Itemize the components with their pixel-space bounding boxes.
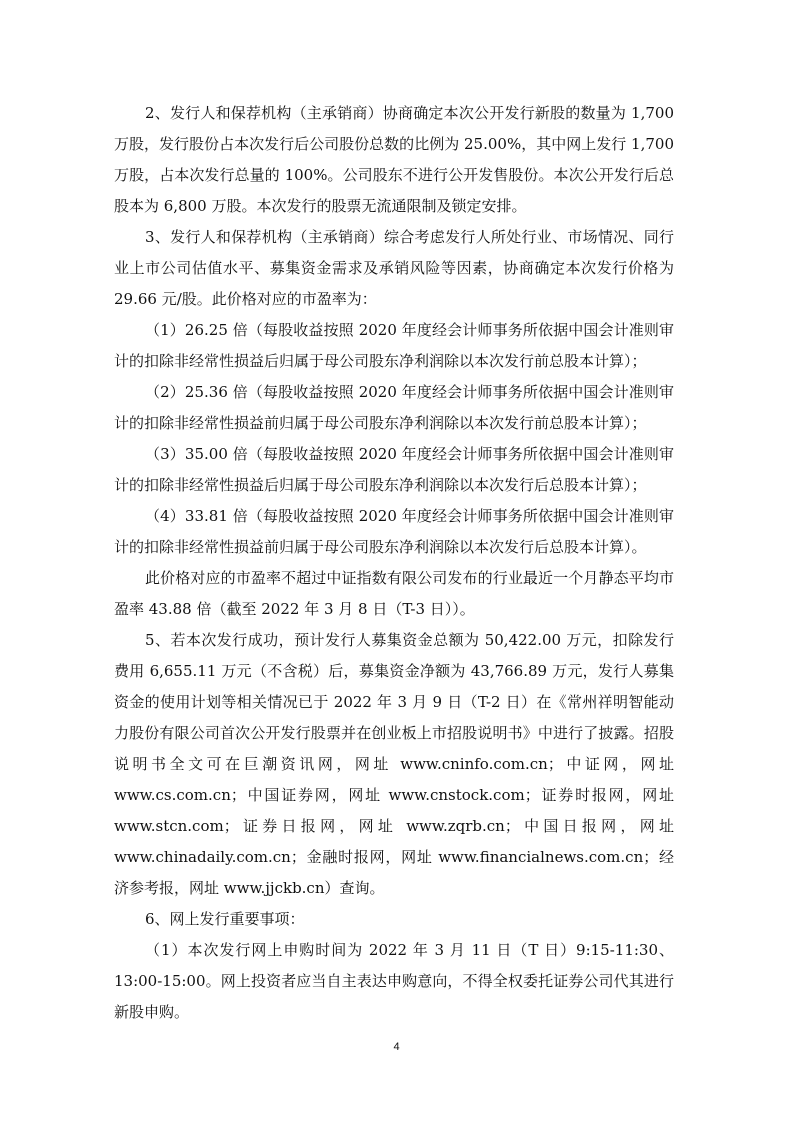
paragraph-share-issuance: 2、发行人和保荐机构（主承销商）协商确定本次公开发行新股的数量为 1,700 万股，发行股份占本次发行后公司股份总数的比例为 25.00%，其中网上发行 1,700 万股，占本次发行总量的 100%。公司股东不进行公开发售股份。本次公开发行后总股本为 6,800 万股。本次发行的股票无流通限制及锁定安排。 xyxy=(114,104,674,215)
paragraph-issue-price: 3、发行人和保荐机构（主承销商）综合考虑发行人所处行业、市场情况、同行业上市公司估值水平、募集资金需求及承销风险等因素，协商确定本次发行价格为 29.66 元/股。此价格对应的市盈率为： xyxy=(114,228,674,308)
page-number: 4 xyxy=(393,1041,400,1053)
paragraph-pe-ratio-3: （3）35.00 倍（每股收益按照 2020 年度经会计师事务所依据中国会计准则审计的扣除非经常性损益后归属于母公司股东净利润除以本次发行后总股本计算）； xyxy=(114,445,674,494)
paragraph-fund-raising: 5、若本次发行成功，预计发行人募集资金总额为 50,422.00 万元，扣除发行费用 6,655.11 万元（不含税）后，募集资金净额为 43,766.89 万元，发行人募集资金的使用计划等相关情况已于 2022 年 3 月 9 日（T-2 日）在《常州祥明智能动力股份有限公司首次公开发行股票并在创业板上市招股说明书》中进行了披露。招股说明书全文可在巨潮资讯网，网址 www.cninfo.com.cn；中证网，网址 www.cs.com.cn；中国证券网，网址 www.cnstock.com；证券时报网，网址 www.stcn.com；证券日报网，网址 www.zqrb.cn；中国日报网，网址 www.chinadaily.com.cn；金融时报网，网址 www.financialnews.com.cn；经济参考报，网址 www.jjckb.cn）查询。 xyxy=(114,631,674,897)
paragraph-industry-pe: 此价格对应的市盈率不超过中证指数有限公司发布的行业最近一个月静态平均市盈率 43.88 倍（截至 2022 年 3 月 8 日（T-3 日））。 xyxy=(114,569,674,618)
paragraph-subscription-time: （1）本次发行网上申购时间为 2022 年 3 月 11 日（T 日）9:15-11:30、13:00-15:00。网上投资者应当自主表达申购意向，不得全权委托证券公司代其进行新股申购。 xyxy=(114,941,674,1021)
paragraph-pe-ratio-4: （4）33.81 倍（每股收益按照 2020 年度经会计师事务所依据中国会计准则审计的扣除非经常性损益前归属于母公司股东净利润除以本次发行后总股本计算）。 xyxy=(114,507,674,556)
paragraph-online-issue-heading: 6、网上发行重要事项： xyxy=(145,910,305,928)
paragraph-pe-ratio-2: （2）25.36 倍（每股收益按照 2020 年度经会计师事务所依据中国会计准则审计的扣除非经常性损益前归属于母公司股东净利润除以本次发行前总股本计算）； xyxy=(114,383,674,432)
paragraph-pe-ratio-1: （1）26.25 倍（每股收益按照 2020 年度经会计师事务所依据中国会计准则审计的扣除非经常性损益后归属于母公司股东净利润除以本次发行前总股本计算）； xyxy=(114,321,674,370)
